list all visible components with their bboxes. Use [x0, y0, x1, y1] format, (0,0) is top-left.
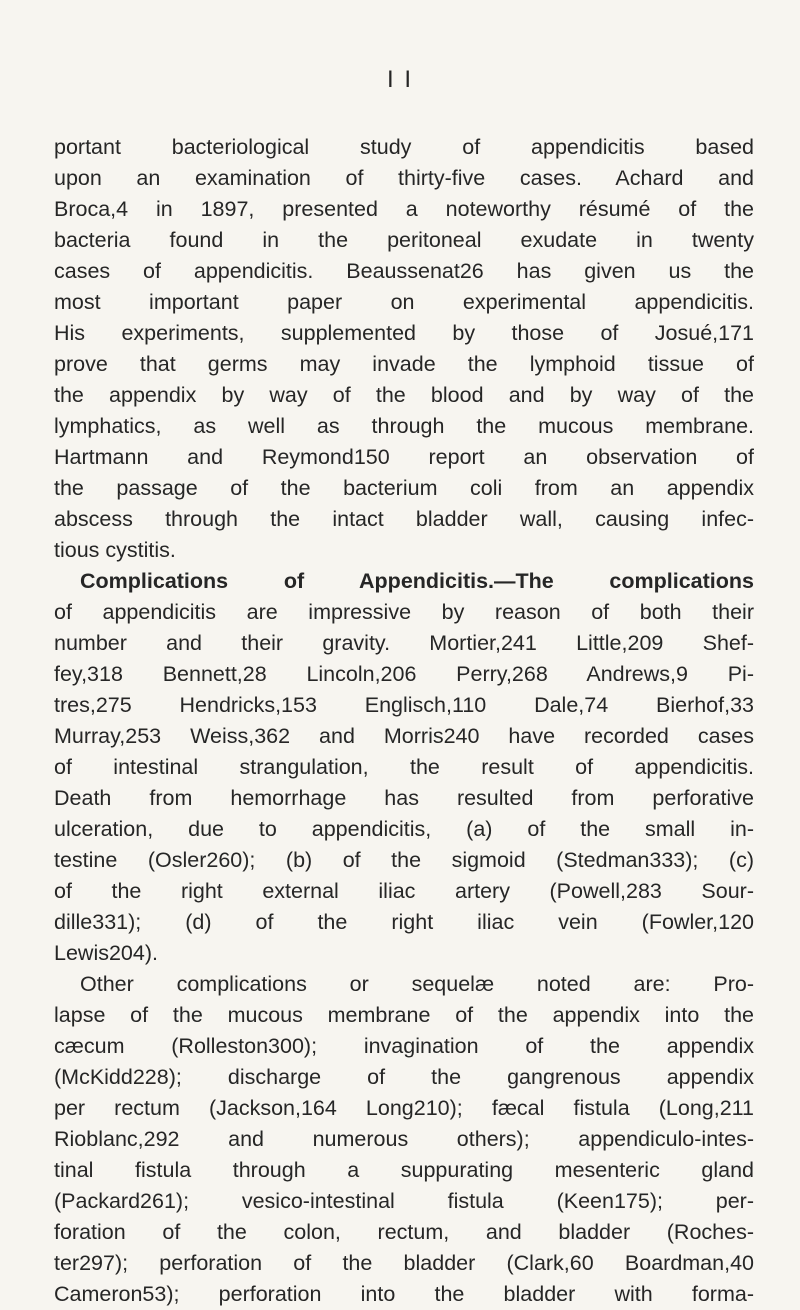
- text-line: cases of appendicitis. Beaussenat26 has given us the: [54, 259, 754, 283]
- text-line: the appendix by way of the blood and by way of the: [54, 383, 754, 407]
- text-line: of appendicitis are impressive by reason of both their: [54, 600, 754, 624]
- text-line: Death from hemorrhage has resulted from perforative: [54, 786, 754, 810]
- text-line: prove that germs may invade the lymphoid tissue of: [54, 352, 754, 376]
- body-text: [54, 132, 754, 1310]
- text-line: dille331); (d) of the right iliac vein (Fowler,120: [54, 910, 754, 934]
- text-line: Murray,253 Weiss,362 and Morris240 have recorded cases: [54, 724, 754, 748]
- text-line: number and their gravity. Mortier,241 Little,209 Shef-: [54, 631, 754, 655]
- text-line: tinal fistula through a suppurating mesenteric gland: [54, 1158, 754, 1182]
- text-line: Rioblanc,292 and numerous others); appendiculo-intes-: [54, 1127, 754, 1151]
- text-line: lapse of the mucous membrane of the appendix into the: [54, 1003, 754, 1027]
- text-line: Cameron53); perforation into the bladder with forma-: [54, 1282, 754, 1306]
- text-line: upon an examination of thirty-five cases. Achard and: [54, 166, 754, 190]
- text-line: ter297); perforation of the bladder (Clark,60 Boardman,40: [54, 1251, 754, 1275]
- text-line: Lewis204).: [54, 941, 158, 965]
- text-line: Hartmann and Reymond150 report an observation of: [54, 445, 754, 469]
- page-number: I I: [386, 66, 413, 93]
- text-line: ulceration, due to appendicitis, (a) of the small in-: [54, 817, 754, 841]
- text-line: per rectum (Jackson,164 Long210); fæcal fistula (Long,211: [54, 1096, 754, 1120]
- text-line: testine (Osler260); (b) of the sigmoid (Stedman333); (c): [54, 848, 754, 872]
- text-line: cæcum (Rolleston300); invagination of the appendix: [54, 1034, 754, 1058]
- text-line: abscess through the intact bladder wall, causing infec-: [54, 507, 754, 531]
- text-line: foration of the colon, rectum, and bladder (Roches-: [54, 1220, 754, 1244]
- text-line: Other complications or sequelæ noted are: Pro-: [80, 972, 754, 996]
- text-line: tres,275 Hendricks,153 Englisch,110 Dale,74 Bierhof,33: [54, 693, 754, 717]
- text-line: tious cystitis.: [54, 538, 176, 562]
- text-line: His experiments, supplemented by those of Josué,171: [54, 321, 754, 345]
- text-line: Broca,4 in 1897, presented a noteworthy résumé of the: [54, 197, 754, 221]
- text-line: of intestinal strangulation, the result of appendicitis.: [54, 755, 754, 779]
- text-line: bacteria found in the peritoneal exudate in twenty: [54, 228, 754, 252]
- text-line: (Packard261); vesico-intestinal fistula (Keen175); per-: [54, 1189, 754, 1213]
- text-line: portant bacteriological study of appendicitis based: [54, 135, 754, 159]
- text-line: fey,318 Bennett,28 Lincoln,206 Perry,268 Andrews,9 Pi-: [54, 662, 754, 686]
- text-line: of the right external iliac artery (Powell,283 Sour-: [54, 879, 754, 903]
- text-line: most important paper on experimental appendicitis.: [54, 290, 754, 314]
- section-heading: Complications of Appendicitis.—The complications: [80, 569, 754, 593]
- text-line: the passage of the bacterium coli from an appendix: [54, 476, 754, 500]
- text-line: lymphatics, as well as through the mucous membrane.: [54, 414, 754, 438]
- text-line: (McKidd228); discharge of the gangrenous appendix: [54, 1065, 754, 1089]
